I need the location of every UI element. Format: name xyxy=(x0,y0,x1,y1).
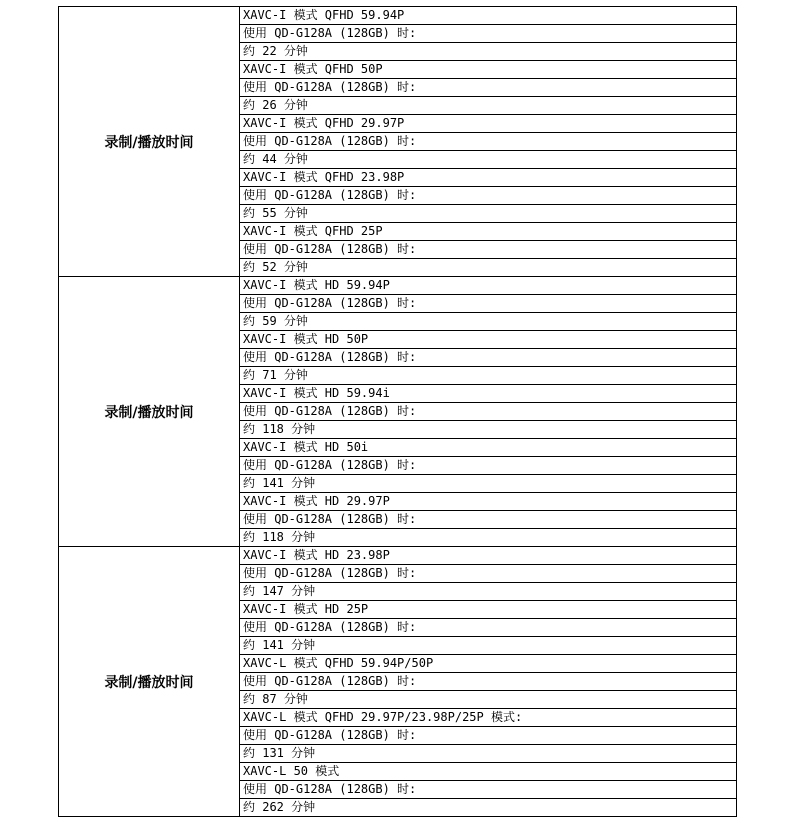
value-line: 使用 QD-G128A (128GB) 时: xyxy=(240,132,736,150)
row-label: 录制/播放时间 xyxy=(58,7,240,276)
value-line: 约 141 分钟 xyxy=(240,636,736,654)
value-line: 约 118 分钟 xyxy=(240,420,736,438)
value-line: 约 44 分钟 xyxy=(240,150,736,168)
value-line: 约 141 分钟 xyxy=(240,474,736,492)
value-line: XAVC-I 模式 HD 50P xyxy=(240,330,736,348)
value-line: XAVC-I 模式 HD 59.94P xyxy=(243,278,390,292)
value-line: 约 22 分钟 xyxy=(240,42,736,60)
value-line: 使用 QD-G128A (128GB) 时: xyxy=(240,348,736,366)
table-group xyxy=(58,6,737,276)
value-line: 约 59 分钟 xyxy=(240,312,736,330)
value-line: XAVC-I 模式 QFHD 50P xyxy=(240,60,736,78)
value-line: 使用 QD-G128A (128GB) 时: xyxy=(240,510,736,528)
value-line: XAVC-I 模式 QFHD 29.97P xyxy=(240,114,736,132)
value-line: XAVC-L 50 模式 xyxy=(240,762,736,780)
value-line: 约 262 分钟 xyxy=(240,798,736,816)
value-line: 使用 QD-G128A (128GB) 时: xyxy=(240,672,736,690)
value-line: 约 87 分钟 xyxy=(240,690,736,708)
row-label: 录制/播放时间 xyxy=(58,277,240,546)
value-line: XAVC-I 模式 HD 25P xyxy=(240,600,736,618)
value-line: 使用 QD-G128A (128GB) 时: xyxy=(240,564,736,582)
value-line: 使用 QD-G128A (128GB) 时: xyxy=(240,24,736,42)
value-line: XAVC-I 模式 QFHD 25P xyxy=(240,222,736,240)
value-line: 使用 QD-G128A (128GB) 时: xyxy=(240,618,736,636)
value-line: XAVC-I 模式 HD 23.98P xyxy=(243,548,390,562)
value-line: 约 55 分钟 xyxy=(240,204,736,222)
value-line: 使用 QD-G128A (128GB) 时: xyxy=(240,456,736,474)
value-line: 约 52 分钟 xyxy=(240,258,736,276)
spec-table xyxy=(58,6,737,817)
value-line: 约 147 分钟 xyxy=(240,582,736,600)
value-line: 使用 QD-G128A (128GB) 时: xyxy=(240,402,736,420)
value-line: 使用 QD-G128A (128GB) 时: xyxy=(240,78,736,96)
value-line: XAVC-I 模式 QFHD 59.94P xyxy=(243,8,405,22)
value-line: XAVC-I 模式 HD 59.94i xyxy=(240,384,736,402)
table-group xyxy=(58,276,737,546)
value-line: XAVC-I 模式 HD 29.97P xyxy=(240,492,736,510)
value-line: 约 131 分钟 xyxy=(240,744,736,762)
value-line: 约 71 分钟 xyxy=(240,366,736,384)
value-line: 使用 QD-G128A (128GB) 时: xyxy=(240,294,736,312)
value-line: 约 26 分钟 xyxy=(240,96,736,114)
value-line: XAVC-L 模式 QFHD 29.97P/23.98P/25P 模式: xyxy=(240,708,736,726)
value-line: 约 118 分钟 xyxy=(240,528,736,546)
value-line: XAVC-I 模式 HD 50i xyxy=(240,438,736,456)
value-line: XAVC-I 模式 QFHD 23.98P xyxy=(240,168,736,186)
value-line: 使用 QD-G128A (128GB) 时: xyxy=(240,726,736,744)
value-lines xyxy=(240,277,737,546)
value-line: 使用 QD-G128A (128GB) 时: xyxy=(240,780,736,798)
value-line: XAVC-L 模式 QFHD 59.94P/50P xyxy=(240,654,736,672)
value-lines xyxy=(240,7,737,276)
value-line: 使用 QD-G128A (128GB) 时: xyxy=(240,240,736,258)
value-lines xyxy=(240,547,737,816)
table-group xyxy=(58,546,737,817)
row-label: 录制/播放时间 xyxy=(58,547,240,816)
value-line: 使用 QD-G128A (128GB) 时: xyxy=(240,186,736,204)
